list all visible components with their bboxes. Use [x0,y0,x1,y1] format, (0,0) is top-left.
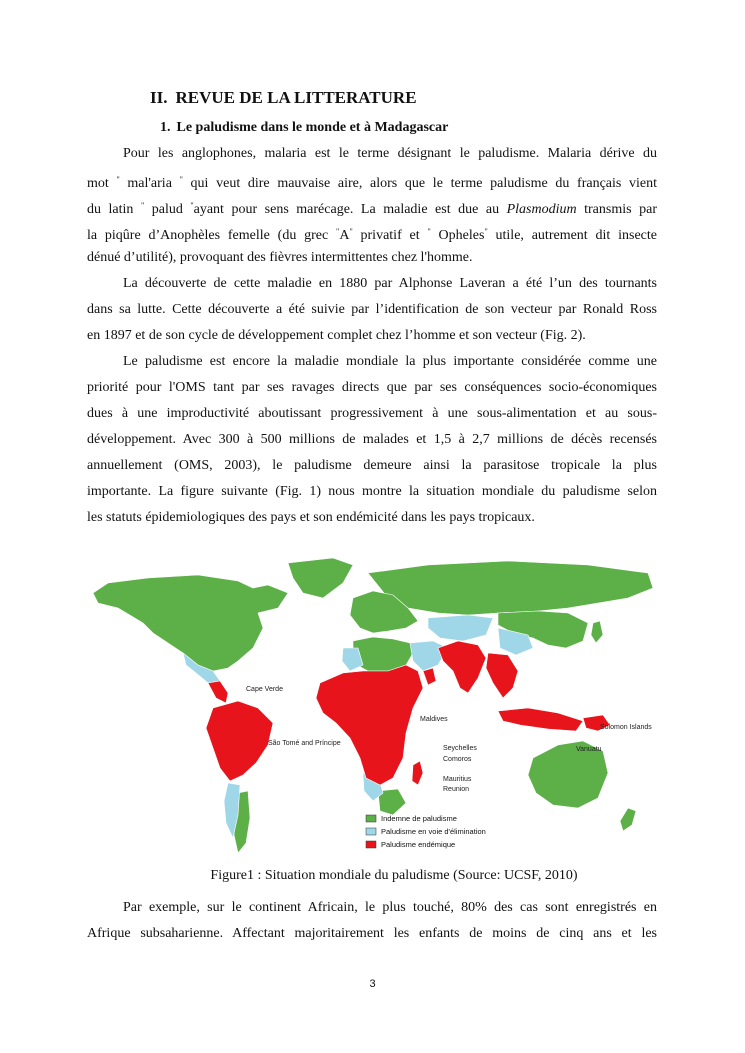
solomon-islands-label: Solomon Islands [600,724,652,731]
legend-label-endemic: Paludisme endémique [381,840,456,849]
paragraph-3-line-7: les statuts épidemiologiques des pays et son endémicité dans les pays tropicaux. [87,510,535,525]
sao-tome-label: São Tomé and Príncipe [268,740,341,747]
seychelles-label: Seychelles [443,745,477,752]
paragraph-1-line-5: dénué d’utilité), provoquant des fièvres intermittentes chez l'homme. [87,250,473,265]
paragraph-3-line-5: annuellement (OMS, 2003), le paludisme demeure ainsi la parasitose tropicale la plus [87,458,657,473]
section-number: II. [150,88,168,107]
mauritius-label: Mauritius [443,776,472,783]
figure-caption: Figure1 : Situation mondiale du paludisme (Source: UCSF, 2010) [210,868,578,883]
subsection-number: 1. [160,120,171,135]
cape-verde-label: Cape Verde [246,686,283,693]
paragraph-1-line-4: la piqûre d’Anophèles femelle (du grec "A" privatif et " Opheles" utile, autrement dit insecte [87,227,657,243]
maldives-label: Maldives [420,716,448,723]
legend-swatch-free [366,815,376,822]
paragraph-3-line-1: Le paludisme est encore la maladie mondiale la plus importante considérée comme une [123,354,657,369]
world-malaria-map [88,553,658,865]
subsection-heading [160,120,448,136]
paragraph-2-line-1: La découverte de cette maladie en 1880 par Alphonse Laveran a été l’un des tournants [123,276,657,291]
plasmodium-italic: Plasmodium [506,202,577,217]
legend-label-free: Indemne de paludisme [381,814,457,823]
section-heading [150,88,417,108]
paragraph-1-line-2: mot " mal'aria " qui veut dire mauvaise aire, alors que le terme paludisme du français vient [87,175,658,191]
legend-label-elimination: Paludisme en voie d'élimination [381,827,486,836]
paragraph-4-line-1: Par exemple, sur le continent Africain, le plus touché, 80% des cas sont enregistrés en [123,900,657,915]
vanuatu-label: Vanuatu [576,746,602,753]
paragraph-3-line-2: priorité pour l'OMS tant par ses ravages directs que par ses conséquences socio-économiques [87,380,657,395]
legend-swatch-elimination [366,828,376,835]
paragraph-4-line-2: Afrique subsaharienne. Affectant majoritairement les enfants de moins de cinq ans et les [87,926,657,941]
paragraph-3-line-3: dues à une improductivité aboutissant progressivement à une sous-alimentation et au sous- [87,406,657,421]
legend-swatch-endemic [366,841,376,848]
comoros-label: Comoros [443,756,472,763]
paragraph-1-line-1: Pour les anglophones, malaria est le terme désignant le paludisme. Malaria dérive du [123,146,657,161]
paragraph-3-line-6: importante. La figure suivante (Fig. 1) nous montre la situation mondiale du paludisme selon [87,484,657,499]
paragraph-2-line-3: en 1897 et de son cycle de développement complet chez l’homme et son vecteur (Fig. 2). [87,328,586,343]
section-title: REVUE DE LA LITTERATURE [175,88,417,107]
subsection-title: Le paludisme dans le monde et à Madagascar [176,120,449,135]
page-number: 3 [369,978,376,990]
paragraph-1-line-3: du latin " palud "ayant pour sens marécage. La maladie est due au Plasmodium transmis par [87,201,657,217]
paragraph-2-line-2: dans sa lutte. Cette découverte a été suivie par l’identification de son vecteur par Ronald Ross [87,302,657,317]
reunion-label: Reunion [443,786,470,793]
paragraph-3-line-4: développement. Avec 300 à 500 millions de malades et 1,5 à 2,7 millions de décès recensés [87,432,657,447]
